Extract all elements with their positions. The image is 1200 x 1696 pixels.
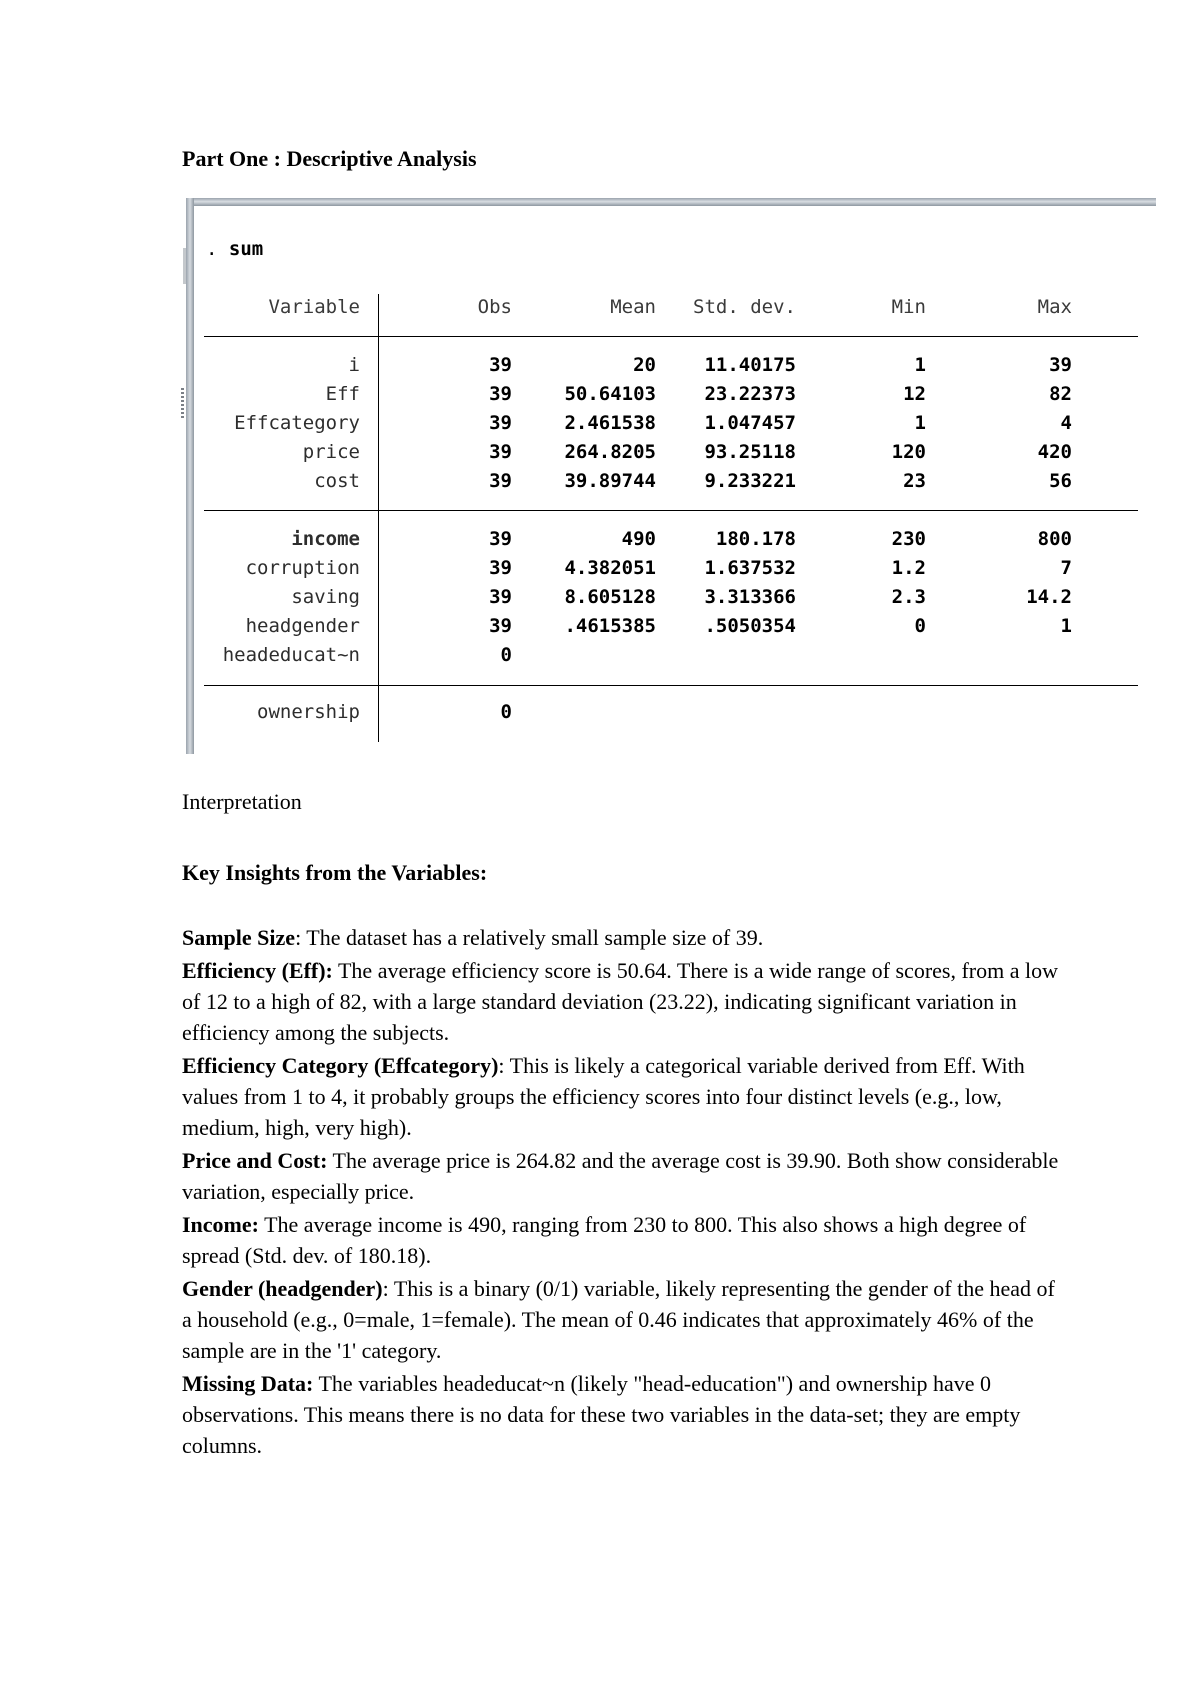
cell-obs: 39 <box>489 383 512 405</box>
cell-mean: 39.89744 <box>564 470 656 492</box>
cell-min: 1 <box>914 412 926 434</box>
cell-min: 2.3 <box>891 586 926 608</box>
cell-variable: price <box>302 441 360 463</box>
interpretation-label: Interpretation <box>182 789 302 814</box>
col-header-min: Min <box>891 296 926 318</box>
cell-mean: 50.64103 <box>564 383 656 405</box>
cell-min: 0 <box>914 615 926 637</box>
insight-label: Missing Data: <box>182 1371 314 1396</box>
cell-mean: 20 <box>633 354 656 376</box>
insight-sample-size <box>182 922 1062 953</box>
cell-min: 230 <box>891 528 926 550</box>
cell-obs: 39 <box>489 586 512 608</box>
insight-missing-data <box>182 1368 1062 1461</box>
cell-obs: 39 <box>489 557 512 579</box>
insight-label: Efficiency Category (Effcategory) <box>182 1053 499 1078</box>
cell-variable: cost <box>314 470 360 492</box>
scroll-marker <box>183 248 186 284</box>
cell-std: 180.178 <box>715 528 796 550</box>
cell-variable: saving <box>291 586 360 608</box>
command-prompt: . <box>206 238 218 260</box>
insight-gender <box>182 1273 1062 1366</box>
cell-std: 11.40175 <box>704 354 796 376</box>
cell-min: 1 <box>914 354 926 376</box>
cell-variable: income <box>291 528 360 550</box>
cell-obs: 39 <box>489 470 512 492</box>
cell-std: 1.047457 <box>704 412 796 434</box>
cell-obs: 39 <box>489 528 512 550</box>
header-rule <box>204 336 1138 337</box>
cell-mean: 264.8205 <box>564 441 656 463</box>
cell-std: 3.313366 <box>704 586 796 608</box>
insight-efficiency <box>182 955 1062 1048</box>
cell-mean: 2.461538 <box>564 412 656 434</box>
insight-label: Efficiency (Eff): <box>182 958 333 983</box>
group-rule-1 <box>204 510 1138 511</box>
cell-max: 14.2 <box>1026 586 1072 608</box>
cell-obs: 39 <box>489 615 512 637</box>
cell-mean: 4.382051 <box>564 557 656 579</box>
column-separator <box>378 294 379 742</box>
col-header-max: Max <box>1037 296 1072 318</box>
group-rule-2 <box>204 685 1138 686</box>
cell-obs: 39 <box>489 412 512 434</box>
cell-std: 93.25118 <box>704 441 796 463</box>
cell-obs: 0 <box>500 701 512 723</box>
window-top-border <box>186 198 1156 206</box>
insight-text: : This is likely a categorical variable derived from Eff. With values from 1 to 4, it probably groups the efficiency scores into four distinct levels (e.g., low, medium, high, very high). <box>182 1053 1025 1140</box>
insights-list <box>182 922 1062 1463</box>
col-header-std: Std. dev. <box>693 296 796 318</box>
cell-min: 120 <box>891 441 926 463</box>
cell-max: 420 <box>1037 441 1072 463</box>
cell-variable: ownership <box>257 701 360 723</box>
cell-variable: Eff <box>325 383 360 405</box>
cell-mean: .4615385 <box>564 615 656 637</box>
cell-variable: headgender <box>245 615 360 637</box>
command-text: sum <box>228 238 264 260</box>
insight-efficiency-category <box>182 1050 1062 1143</box>
insight-label: Sample Size <box>182 925 296 950</box>
insight-text: The average price is 264.82 and the average cost is 39.90. Both show considerable variation, especially price. <box>182 1148 1059 1204</box>
insight-label: Income: <box>182 1212 259 1237</box>
cell-max: 800 <box>1037 528 1072 550</box>
insight-text: : This is a binary (0/1) variable, likely representing the gender of the head of a household (e.g., 0=male, 1=female). The mean of 0.46 indicates that approximately 46% of the sample are in the '1' category. <box>182 1276 1055 1363</box>
insight-income <box>182 1209 1062 1271</box>
cell-variable: headeducat~n <box>222 644 360 666</box>
cell-std: 1.637532 <box>704 557 796 579</box>
stata-output-screenshot <box>186 198 1156 754</box>
cell-min: 12 <box>903 383 926 405</box>
cell-mean: 490 <box>621 528 656 550</box>
cell-std: 9.233221 <box>704 470 796 492</box>
insights-title: Key Insights from the Variables: <box>182 860 488 885</box>
cell-max: 1 <box>1060 615 1072 637</box>
cell-max: 82 <box>1049 383 1072 405</box>
insight-text: The variables headeducat~n (likely "head-education") and ownership have 0 observations. This means there is no data for these two variables in the data-set; they are empty columns. <box>182 1371 1021 1458</box>
cell-max: 7 <box>1060 557 1072 579</box>
insight-text: The average efficiency score is 50.64. There is a wide range of scores, from a low of 12 to a high of 82, with a large standard deviation (23.22), indicating significant variation in efficiency among the subjects. <box>182 958 1058 1045</box>
col-header-variable: Variable <box>268 296 360 318</box>
col-header-obs: Obs <box>477 296 512 318</box>
cell-std: 23.22373 <box>704 383 796 405</box>
splitter-grip <box>181 388 184 418</box>
cell-std: .5050354 <box>704 615 796 637</box>
insight-price-cost <box>182 1145 1062 1207</box>
cell-max: 4 <box>1060 412 1072 434</box>
cell-obs: 0 <box>500 644 512 666</box>
insight-label: Gender (headgender) <box>182 1276 383 1301</box>
col-header-mean: Mean <box>610 296 656 318</box>
cell-mean: 8.605128 <box>564 586 656 608</box>
insight-label: Price and Cost: <box>182 1148 328 1173</box>
cell-obs: 39 <box>489 441 512 463</box>
cell-obs: 39 <box>489 354 512 376</box>
cell-variable: i <box>348 354 360 376</box>
cell-max: 39 <box>1049 354 1072 376</box>
cell-min: 23 <box>903 470 926 492</box>
cell-variable: corruption <box>245 557 360 579</box>
cell-min: 1.2 <box>891 557 926 579</box>
insight-text: : The dataset has a relatively small sample size of 39. <box>295 925 764 950</box>
insight-text: The average income is 490, ranging from 230 to 800. This also shows a high degree of spread (Std. dev. of 180.18). <box>182 1212 1027 1268</box>
cell-variable: Effcategory <box>234 412 360 434</box>
stata-command <box>206 238 263 260</box>
page-heading: Part One : Descriptive Analysis <box>182 146 477 171</box>
cell-max: 56 <box>1049 470 1072 492</box>
